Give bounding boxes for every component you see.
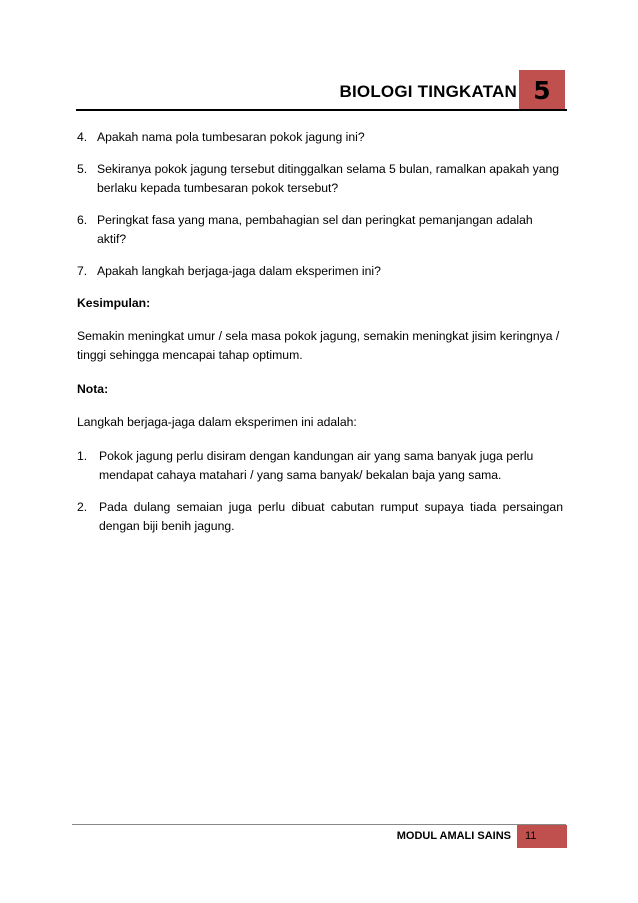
- note-list-item: [77, 447, 563, 485]
- header-divider: [76, 109, 567, 111]
- question-item: [77, 128, 563, 147]
- note-item-text: Pokok jagung perlu disiram dengan kandungan air yang sama banyak juga perlu mendapat cahaya matahari / yang sama banyak/ bekalan baja yang sama.: [99, 449, 534, 482]
- question-item: [77, 262, 563, 281]
- question-number: 6.: [77, 213, 88, 227]
- note-heading: Nota:: [77, 382, 109, 396]
- question-text: Apakah langkah berjaga-jaga dalam eksperimen ini?: [97, 264, 381, 278]
- question-number: 7.: [77, 264, 88, 278]
- note-list-item: [77, 498, 563, 536]
- note-item-text: Pada dulang semaian juga perlu dibuat cabutan rumput supaya tiada persaingan dengan biji benih jagung.: [99, 500, 563, 533]
- form-number-badge: 5: [519, 70, 565, 109]
- question-number: 5.: [77, 162, 88, 176]
- header-title: BIOLOGI TINGKATAN: [339, 82, 517, 101]
- question-text: Apakah nama pola tumbesaran pokok jagung ini?: [97, 130, 365, 144]
- page-number-badge: 11: [517, 825, 567, 848]
- page-content: [77, 128, 563, 549]
- question-number: 4.: [77, 130, 88, 144]
- question-text: Sekiranya pokok jagung tersebut ditinggalkan selama 5 bulan, ramalkan apakah yang berlaku kepada tumbesaran pokok tersebut?: [97, 162, 560, 195]
- footer-module-label: MODUL AMALI SAINS: [396, 830, 511, 842]
- note-item-number: 2.: [77, 500, 88, 514]
- note-intro: Langkah berjaga-jaga dalam eksperimen ini adalah:: [77, 415, 357, 429]
- question-item: [77, 160, 563, 198]
- conclusion-heading: Kesimpulan:: [77, 296, 151, 310]
- page-header: [0, 0, 638, 120]
- note-item-number: 1.: [77, 449, 88, 463]
- conclusion-text: Semakin meningkat umur / sela masa pokok jagung, semakin meningkat jisim keringnya / tinggi sehingga mencapai tahap optimum.: [77, 329, 560, 362]
- question-text: Peringkat fasa yang mana, pembahagian sel dan peringkat pemanjangan adalah aktif?: [97, 213, 533, 246]
- footer-divider: [72, 824, 566, 825]
- question-item: [77, 211, 563, 249]
